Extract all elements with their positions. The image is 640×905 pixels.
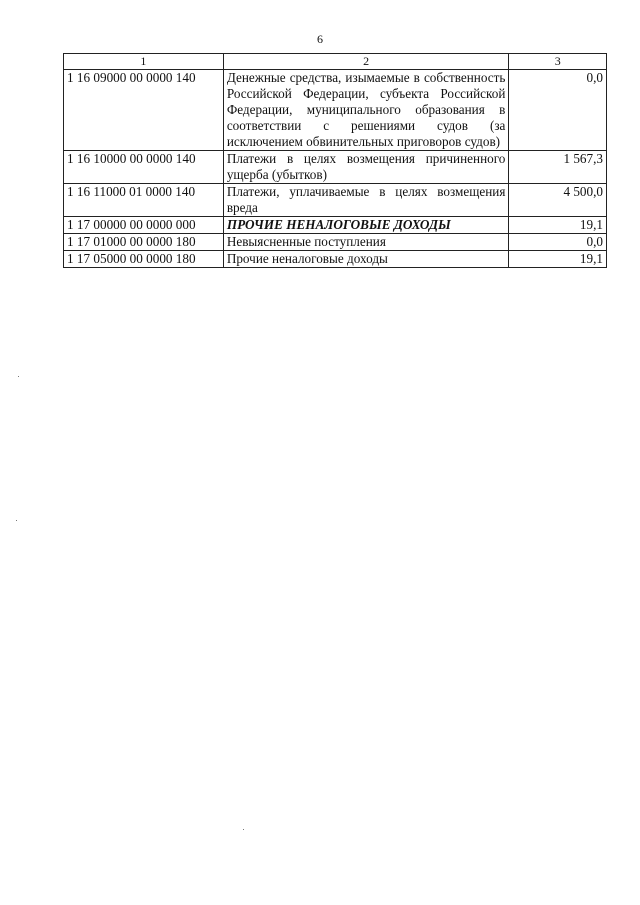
row-amount: 1 567,3 bbox=[509, 151, 607, 184]
table-row bbox=[64, 217, 607, 234]
table-row bbox=[64, 70, 607, 151]
scan-speck bbox=[16, 520, 17, 521]
row-amount: 19,1 bbox=[509, 251, 607, 268]
row-code: 1 16 09000 00 0000 140 bbox=[64, 70, 224, 151]
revenue-table bbox=[63, 53, 607, 268]
row-amount: 19,1 bbox=[509, 217, 607, 234]
table-header-row bbox=[64, 54, 607, 70]
row-description: ПРОЧИЕ НЕНАЛОГОВЫЕ ДОХОДЫ bbox=[223, 217, 509, 234]
row-code: 1 17 00000 00 0000 000 bbox=[64, 217, 224, 234]
row-code: 1 17 05000 00 0000 180 bbox=[64, 251, 224, 268]
row-description: Платежи, уплачиваемые в целях возмещения вреда bbox=[223, 184, 509, 217]
column-header-2: 2 bbox=[223, 54, 509, 70]
row-description: Платежи в целях возмещения причиненного ущерба (убытков) bbox=[223, 151, 509, 184]
table-row bbox=[64, 151, 607, 184]
row-description: Денежные средства, изымаемые в собственность Российской Федерации, субъекта Российской Федерации, муниципального образования в соответствии с решениями судов (за исключением обвинительных приговоров судов) bbox=[223, 70, 509, 151]
scan-speck bbox=[18, 376, 19, 377]
page-number: 6 bbox=[317, 32, 323, 46]
row-code: 1 17 01000 00 0000 180 bbox=[64, 234, 224, 251]
row-description: Невыясненные поступления bbox=[223, 234, 509, 251]
scan-speck bbox=[243, 829, 244, 830]
row-amount: 0,0 bbox=[509, 70, 607, 151]
column-header-1: 1 bbox=[64, 54, 224, 70]
table-row bbox=[64, 251, 607, 268]
row-code: 1 16 10000 00 0000 140 bbox=[64, 151, 224, 184]
row-code: 1 16 11000 01 0000 140 bbox=[64, 184, 224, 217]
table-row bbox=[64, 234, 607, 251]
row-amount: 4 500,0 bbox=[509, 184, 607, 217]
row-amount: 0,0 bbox=[509, 234, 607, 251]
table-row bbox=[64, 184, 607, 217]
row-description: Прочие неналоговые доходы bbox=[223, 251, 509, 268]
column-header-3: 3 bbox=[509, 54, 607, 70]
